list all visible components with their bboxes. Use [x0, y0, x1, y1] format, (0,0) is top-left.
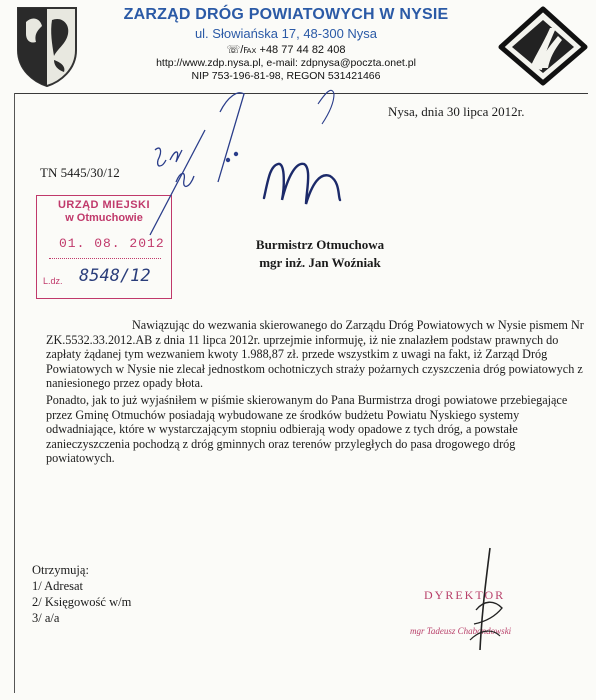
- organization-nip-regon: NIP 753-196-81-98, REGON 531421466: [191, 70, 381, 82]
- distribution-item: 1/ Adresat: [32, 579, 84, 593]
- stamp-ldz-label: L.dz.: [43, 276, 63, 286]
- organization-web-email: http://www.zdp.nysa.pl, e-mail: zdpnysa@poczta.onet.pl: [156, 57, 416, 69]
- page-edge-line: [14, 93, 15, 693]
- recipient-title: Burmistrz Otmuchowa: [255, 237, 385, 252]
- letterhead-divider: [14, 93, 588, 94]
- recipient-name: mgr inż. Jan Woźniak: [259, 255, 381, 270]
- reference-number: TN 5445/30/12: [40, 165, 120, 180]
- organization-name: ZARZĄD DRÓG POWIATOWYCH W NYSIE: [123, 6, 449, 23]
- distribution-list: [32, 562, 131, 626]
- stamp-divider: [49, 258, 161, 259]
- county-crest-logo: [12, 4, 82, 88]
- distribution-item: 3/ a/a: [32, 611, 60, 625]
- organization-address: ul. Słowiańska 17, 48-300 Nysa: [194, 26, 378, 41]
- body-paragraph-2: Ponadto, jak to już wyjaśniłem w piśmie skierowanym do Pana Burmistrza drogi powiatowe przebiegające przez Gminę Otmuchów posiadają wybudowane ze środków budżetu Powiatu Nyskiego systemy odwadniające, które w wystarczającym stopniu odbierają wody opadowe z tych dróg, a powstałe zanieczyszczenia pochodzą z dróg gminnych oraz terenów przyległych do pasa drogowego dróg powiatowych.: [46, 392, 568, 466]
- recipient-block: [240, 236, 400, 272]
- stamp-registration-number: 8548/12: [79, 266, 151, 286]
- signatory-title: DYREKTOR: [424, 588, 506, 602]
- stamp-received-date: 01. 08. 2012: [59, 236, 165, 251]
- letter-body: [46, 318, 586, 466]
- distribution-title: Otrzymują:: [32, 563, 89, 577]
- distribution-item: 2/ Księgowość w/m: [32, 595, 132, 609]
- body-paragraph-1: Nawiązując do wezwania skierowanego do Zarządu Dróg Powiatowych w Nysie pismem Nr ZK.5532.33.2012.AB z dnia 11 lipca 2012r. uprzejmie informuję, iż nie znalazłem podstaw prawnych do zapłaty żądanej tym wezwaniem kwoty 1.988,87 zł. przede wszystkim z uwagi na fakt, iż Zarząd Dróg Powiatowych w Nysie nie zlecał jednostkom ochotniczych straży pożarnych czyszczenia dróg powiatowych z naniesionego przez opady błota.: [46, 318, 584, 391]
- signatory-name: mgr Tadeusz Chabandowski: [410, 626, 512, 636]
- organization-phone: ☏/℻ +48 77 44 82 408: [226, 44, 346, 56]
- letter-date: Nysa, dnia 30 lipca 2012r.: [388, 104, 525, 119]
- stamp-office-name: URZĄD MIEJSKI: [57, 199, 151, 211]
- stamp-office-town: w Otmuchowie: [65, 212, 143, 224]
- road-authority-logo: [498, 6, 588, 86]
- registration-stamp: [36, 195, 172, 299]
